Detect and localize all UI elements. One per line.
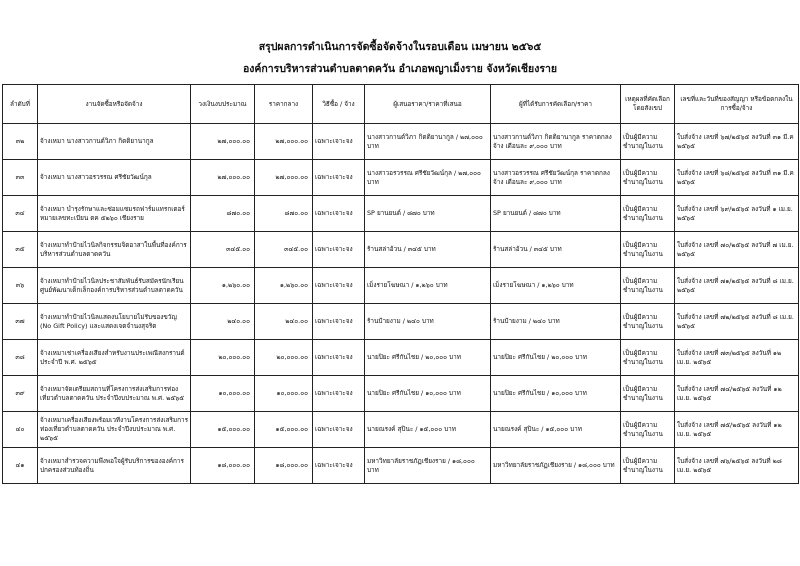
cell-no: ๔๑ — [3, 448, 38, 484]
cell-item: จ้างเหมาทำป้ายไวนิลแสดงนโยบายไม่รับของขวัญ (No Gift Policy) และแสดงเจตจำนงสุจริต — [38, 304, 191, 340]
cell-bidders: นางสาวอรวรรณ ศรีชัยวัฒน์กุล / ๒๗,๐๐๐ บาท — [365, 160, 491, 196]
cell-method: เฉพาะเจาะจง — [313, 160, 365, 196]
cell-no: ๓๘ — [3, 340, 38, 376]
cell-budget: ๓๔๕.๐๐ — [191, 232, 255, 268]
cell-median: ๒๐,๐๐๐.๐๐ — [255, 340, 313, 376]
table-row — [3, 412, 799, 448]
cell-item: จ้างเหมาเช่าเครื่องเสียงสำหรับงานประเพณีสงกรานต์ ประจำปี พ.ศ. ๒๕๖๕ — [38, 340, 191, 376]
cell-bidders: ร้านสล่าอ้วน / ๓๔๕ บาท — [365, 232, 491, 268]
cell-bidders: ร้านป้ายงาม / ๒๔๐ บาท — [365, 304, 491, 340]
cell-winner: นายณรงค์ สุปินะ / ๑๕,๐๐๐ บาท — [491, 412, 621, 448]
table-row — [3, 304, 799, 340]
cell-item: จ้างเหมาทำป้ายไวนิลประชาสัมพันธ์รับสมัครนักเรียน ศูนย์พัฒนาเด็กเล็กองค์การบริหารส่วนตำบลตาดควัน — [38, 268, 191, 304]
cell-budget: ๒๔๐.๐๐ — [191, 304, 255, 340]
cell-bidders: นายณรงค์ สุปินะ / ๑๕,๐๐๐ บาท — [365, 412, 491, 448]
cell-contract: ใบสั่งจ้าง เลขที่ ๗๐/๒๕๖๕ ลงวันที่ ๗ เม.ย. ๒๕๖๕ — [675, 232, 799, 268]
header-median: ราคากลาง — [255, 85, 313, 124]
cell-median: ๑๘,๐๐๐.๐๐ — [255, 448, 313, 484]
cell-contract: ใบสั่งจ้าง เลขที่ ๗๓/๒๕๖๕ ลงวันที่ ๑๒ เม.ย. ๒๕๖๕ — [675, 340, 799, 376]
cell-winner: เม็งรายโฆษณา / ๑,๒๖๐ บาท — [491, 268, 621, 304]
cell-method: เฉพาะเจาะจง — [313, 340, 365, 376]
cell-budget: ๑๘,๐๐๐.๐๐ — [191, 448, 255, 484]
cell-no: ๓๙ — [3, 376, 38, 412]
header-item: งานจัดซื้อหรือจัดจ้าง — [38, 85, 191, 124]
cell-budget: ๘๗๐.๐๐ — [191, 196, 255, 232]
cell-contract: ใบสั่งจ้าง เลขที่ ๗๖/๒๕๖๕ ลงวันที่ ๒๘ เม.ย. ๒๕๖๕ — [675, 448, 799, 484]
header-bidders: ผู้เสนอราคา/ราคาที่เสนอ — [365, 85, 491, 124]
cell-method: เฉพาะเจาะจง — [313, 376, 365, 412]
document-subtitle: องค์การบริหารส่วนตำบลตาดควัน อำเภอพญาเม็งราย จังหวัดเชียงราย — [242, 63, 558, 75]
cell-reason: เป็นผู้มีความชำนาญในงาน — [621, 448, 675, 484]
cell-median: ๑๕,๐๐๐.๐๐ — [255, 412, 313, 448]
cell-winner: นางสาวกานต์วิภา กิตติยานากูล ราคาตกลงจ้าง เดือนละ ๙,๐๐๐ บาท — [491, 124, 621, 160]
cell-winner: SP ยานยนต์ / ๘๗๐ บาท — [491, 196, 621, 232]
cell-reason: เป็นผู้มีความชำนาญในงาน — [621, 376, 675, 412]
cell-budget: ๑๐,๐๐๐.๐๐ — [191, 376, 255, 412]
cell-reason: เป็นผู้มีความชำนาญในงาน — [621, 160, 675, 196]
table-row — [3, 268, 799, 304]
cell-budget: ๑,๒๖๐.๐๐ — [191, 268, 255, 304]
table-row — [3, 196, 799, 232]
cell-method: เฉพาะเจาะจง — [313, 304, 365, 340]
cell-no: ๓๖ — [3, 268, 38, 304]
cell-contract: ใบสั่งจ้าง เลขที่ ๗๕/๒๕๖๕ ลงวันที่ ๑๒ เม.ย. ๒๕๖๕ — [675, 412, 799, 448]
cell-method: เฉพาะเจาะจง — [313, 232, 365, 268]
cell-budget: ๑๕,๐๐๐.๐๐ — [191, 412, 255, 448]
cell-method: เฉพาะเจาะจง — [313, 124, 365, 160]
cell-item: จ้างเหมาทำป้ายไวนิลกิจกรรมจิตอาสาในพื้นที่องค์การบริหารส่วนตำบลตาดควัน — [38, 232, 191, 268]
cell-no: ๓๓ — [3, 160, 38, 196]
cell-winner: นายปิยะ ศรีกันไชย / ๒๐,๐๐๐ บาท — [491, 340, 621, 376]
cell-winner: ร้านสล่าอ้วน / ๓๔๕ บาท — [491, 232, 621, 268]
cell-reason: เป็นผู้มีความชำนาญในงาน — [621, 412, 675, 448]
table-row — [3, 448, 799, 484]
cell-bidders: นางสาวกานต์วิภา กิตติยานากูล / ๒๗,๐๐๐ บาท — [365, 124, 491, 160]
cell-contract: ใบสั่งจ้าง เลขที่ ๗๔/๒๕๖๕ ลงวันที่ ๑๒ เม.ย. ๒๕๖๕ — [675, 376, 799, 412]
cell-method: เฉพาะเจาะจง — [313, 268, 365, 304]
cell-no: ๓๕ — [3, 232, 38, 268]
table-row — [3, 124, 799, 160]
cell-budget: ๒๐,๐๐๐.๐๐ — [191, 340, 255, 376]
cell-no: ๓๗ — [3, 304, 38, 340]
header-no: ลำดับที่ — [3, 85, 38, 124]
cell-bidders: นายปิยะ ศรีกันไชย / ๑๐,๐๐๐ บาท — [365, 376, 491, 412]
cell-item: จ้างเหมาจัดเตรียมสถานที่โครงการส่งเสริมการท่องเที่ยวตำบลตาดควัน ประจำปีงบประมาณ พ.ศ. ๒๕๖๕ — [38, 376, 191, 412]
cell-reason: เป็นผู้มีความชำนาญในงาน — [621, 268, 675, 304]
table-row — [3, 340, 799, 376]
cell-no: ๔๐ — [3, 412, 38, 448]
cell-winner: นายปิยะ ศรีกันไชย / ๑๐,๐๐๐ บาท — [491, 376, 621, 412]
cell-median: ๒๗,๐๐๐.๐๐ — [255, 124, 313, 160]
cell-bidders: มหาวิทยาลัยราชภัฏเชียงราย / ๑๘,๐๐๐ บาท — [365, 448, 491, 484]
header-reason: เหตุผลที่คัดเลือก โดยสังเขป — [621, 85, 675, 124]
cell-reason: เป็นผู้มีความชำนาญในงาน — [621, 232, 675, 268]
header-contract: เลขที่และวันที่ของสัญญา หรือข้อตกลงในการซื้อ/จ้าง — [675, 85, 799, 124]
cell-median: ๘๗๐.๐๐ — [255, 196, 313, 232]
cell-item: จ้างเหมาเครื่องเสียงพร้อมเวทีงานโครงการส่งเสริมการท่องเที่ยวตำบลตาดควัน ประจำปีงบประมาณ พ.ศ. ๒๕๖๕ — [38, 412, 191, 448]
cell-winner: ร้านป้ายงาม / ๒๔๐ บาท — [491, 304, 621, 340]
cell-contract: ใบสั่งจ้าง เลขที่ ๖๘/๒๕๖๕ ลงวันที่ ๓๑ มี.ค ๒๕๖๕ — [675, 160, 799, 196]
cell-median: ๑,๒๖๐.๐๐ — [255, 268, 313, 304]
cell-item: จ้างเหมา บำรุงรักษาและซ่อมแซมรถฟาร์มแทรกเตอร์ หมายเลขทะเบียน ตค ๕๒๖๐ เชียงราย — [38, 196, 191, 232]
cell-contract: ใบสั่งจ้าง เลขที่ ๖๗/๒๕๖๕ ลงวันที่ ๓๑ มี.ค ๒๕๖๕ — [675, 124, 799, 160]
cell-item: จ้างเหมาสำรวจความพึงพอใจผู้รับบริการขององค์การปกครองส่วนท้องถิ่น — [38, 448, 191, 484]
cell-contract: ใบสั่งจ้าง เลขที่ ๗๒/๒๕๖๕ ลงวันที่ ๘ เม.ย. ๒๕๖๕ — [675, 304, 799, 340]
cell-method: เฉพาะเจาะจง — [313, 448, 365, 484]
cell-contract: ใบสั่งจ้าง เลขที่ ๗๑/๒๕๖๕ ลงวันที่ ๘ เม.ย. ๒๕๖๕ — [675, 268, 799, 304]
cell-median: ๒๔๐.๐๐ — [255, 304, 313, 340]
cell-method: เฉพาะเจาะจง — [313, 412, 365, 448]
document-title: สรุปผลการดำเนินการจัดซื้อจัดจ้างในรอบเดือน เมษายน ๒๕๖๕ — [258, 41, 542, 53]
header-method: วิธีซื้อ / จ้าง — [313, 85, 365, 124]
cell-reason: เป็นผู้มีความชำนาญในงาน — [621, 304, 675, 340]
cell-winner: นางสาวอรวรรณ ศรีชัยวัฒน์กุล ราคาตกลงจ้าง เดือนละ ๙,๐๐๐ บาท — [491, 160, 621, 196]
header-winner: ผู้ที่ได้รับการคัดเลือก/ราคา — [491, 85, 621, 124]
cell-winner: มหาวิทยาลัยราชภัฏเชียงราย / ๑๘,๐๐๐ บาท — [491, 448, 621, 484]
procurement-table — [2, 84, 799, 484]
cell-contract: ใบสั่งจ้าง เลขที่ ๖๙/๒๕๖๕ ลงวันที่ ๑ เม.ย. ๒๕๖๕ — [675, 196, 799, 232]
cell-no: ๓๔ — [3, 196, 38, 232]
cell-method: เฉพาะเจาะจง — [313, 196, 365, 232]
table-row — [3, 232, 799, 268]
cell-median: ๓๔๕.๐๐ — [255, 232, 313, 268]
cell-budget: ๒๗,๐๐๐.๐๐ — [191, 124, 255, 160]
table-row — [3, 160, 799, 196]
cell-item: จ้างเหมา นางสาวอรวรรณ ศรีชัยวัฒน์กุล — [38, 160, 191, 196]
header-budget: วงเงินงบประมาณ — [191, 85, 255, 124]
cell-reason: เป็นผู้มีความชำนาญในงาน — [621, 196, 675, 232]
cell-median: ๒๗,๐๐๐.๐๐ — [255, 160, 313, 196]
cell-median: ๑๐,๐๐๐.๐๐ — [255, 376, 313, 412]
cell-budget: ๒๗,๐๐๐.๐๐ — [191, 160, 255, 196]
cell-reason: เป็นผู้มีความชำนาญในงาน — [621, 340, 675, 376]
cell-bidders: SP ยานยนต์ / ๘๗๐ บาท — [365, 196, 491, 232]
table-row — [3, 376, 799, 412]
cell-no: ๓๒ — [3, 124, 38, 160]
cell-item: จ้างเหมา นางสาวกานต์วิภา กิตติยานากูล — [38, 124, 191, 160]
cell-bidders: นายปิยะ ศรีกันไชย / ๒๐,๐๐๐ บาท — [365, 340, 491, 376]
cell-reason: เป็นผู้มีความชำนาญในงาน — [621, 124, 675, 160]
cell-bidders: เม็งรายโฆษณา / ๑,๒๖๐ บาท — [365, 268, 491, 304]
header-row — [3, 85, 799, 124]
